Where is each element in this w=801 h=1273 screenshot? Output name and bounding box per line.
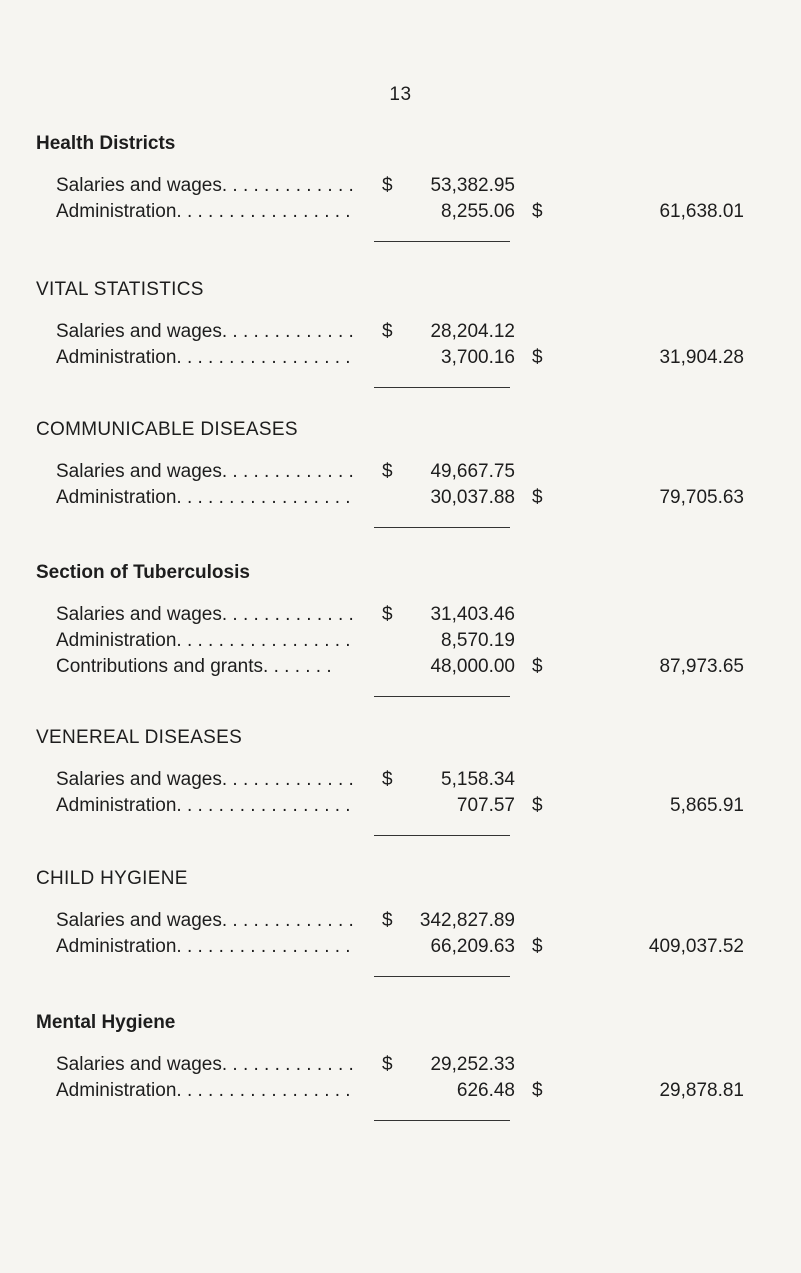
line-item-amount: 8,255.06 <box>441 201 515 222</box>
line-item-label: Administration. . . . . . . . . . . . . . . . . <box>56 630 351 651</box>
dollar-sign: $ <box>532 936 543 957</box>
line-item-amount: 5,158.34 <box>441 769 515 790</box>
line-item-label: Administration. . . . . . . . . . . . . . . . . <box>56 347 351 368</box>
section-total: 61,638.01 <box>659 201 744 222</box>
section-total: 5,865.91 <box>670 795 744 816</box>
line-item-amount: 29,252.33 <box>430 1054 515 1075</box>
line-item <box>0 936 801 962</box>
line-item-amount: 342,827.89 <box>419 910 515 931</box>
section-heading: VENEREAL DISEASES <box>36 727 243 748</box>
line-item-amount: 3,700.16 <box>441 347 515 368</box>
line-item <box>0 201 801 227</box>
line-item-amount: 30,037.88 <box>430 487 515 508</box>
line-item <box>0 604 801 630</box>
dollar-sign: $ <box>532 1080 543 1101</box>
line-item <box>0 461 801 487</box>
dollar-sign: $ <box>532 487 543 508</box>
section-total: 29,878.81 <box>659 1080 744 1101</box>
line-item-amount: 31,403.46 <box>430 604 515 625</box>
dollar-sign: $ <box>532 656 543 677</box>
subtotal-rule <box>374 976 510 977</box>
line-item <box>0 769 801 795</box>
line-item-amount: 626.48 <box>456 1080 515 1101</box>
dollar-sign: $ <box>382 321 393 342</box>
dollar-sign: $ <box>382 175 393 196</box>
line-item-label: Salaries and wages. . . . . . . . . . . . . <box>56 461 354 482</box>
page-number: 13 <box>389 84 412 105</box>
line-item-amount: 707.57 <box>456 795 515 816</box>
section-total: 87,973.65 <box>659 656 744 677</box>
line-item-label: Administration. . . . . . . . . . . . . . . . . <box>56 936 351 957</box>
line-item-amount: 66,209.63 <box>430 936 515 957</box>
line-item-amount: 49,667.75 <box>430 461 515 482</box>
section-heading: Section of Tuberculosis <box>36 562 250 583</box>
line-item-amount: 48,000.00 <box>430 656 515 677</box>
line-item <box>0 1080 801 1106</box>
dollar-sign: $ <box>532 795 543 816</box>
line-item-label: Salaries and wages. . . . . . . . . . . . . <box>56 175 354 196</box>
line-item-label: Administration. . . . . . . . . . . . . . . . . <box>56 201 351 222</box>
section-heading: Mental Hygiene <box>36 1012 176 1033</box>
line-item <box>0 656 801 682</box>
line-item-label: Salaries and wages. . . . . . . . . . . . . <box>56 604 354 625</box>
line-item-label: Administration. . . . . . . . . . . . . . . . . <box>56 487 351 508</box>
line-item <box>0 487 801 513</box>
dollar-sign: $ <box>382 910 393 931</box>
line-item <box>0 321 801 347</box>
line-item-amount: 8,570.19 <box>441 630 515 651</box>
line-item <box>0 910 801 936</box>
dollar-sign: $ <box>532 201 543 222</box>
line-item-label: Salaries and wages. . . . . . . . . . . . . <box>56 321 354 342</box>
section-total: 31,904.28 <box>659 347 744 368</box>
line-item-label: Contributions and grants. . . . . . . <box>56 656 332 677</box>
subtotal-rule <box>374 835 510 836</box>
section-heading: VITAL STATISTICS <box>36 279 204 300</box>
line-item <box>0 795 801 821</box>
line-item <box>0 1054 801 1080</box>
line-item <box>0 175 801 201</box>
section-heading: CHILD HYGIENE <box>36 868 188 889</box>
line-item-label: Administration. . . . . . . . . . . . . . . . . <box>56 795 351 816</box>
dollar-sign: $ <box>382 604 393 625</box>
dollar-sign: $ <box>382 769 393 790</box>
subtotal-rule <box>374 387 510 388</box>
section-heading: COMMUNICABLE DISEASES <box>36 419 298 440</box>
section-heading: Health Districts <box>36 133 176 154</box>
subtotal-rule <box>374 1120 510 1121</box>
subtotal-rule <box>374 527 510 528</box>
subtotal-rule <box>374 241 510 242</box>
section-total: 409,037.52 <box>648 936 744 957</box>
line-item-label: Salaries and wages. . . . . . . . . . . . . <box>56 769 354 790</box>
dollar-sign: $ <box>382 461 393 482</box>
line-item <box>0 347 801 373</box>
subtotal-rule <box>374 696 510 697</box>
dollar-sign: $ <box>532 347 543 368</box>
line-item-amount: 28,204.12 <box>430 321 515 342</box>
line-item-label: Administration. . . . . . . . . . . . . . . . . <box>56 1080 351 1101</box>
line-item-amount: 53,382.95 <box>430 175 515 196</box>
line-item-label: Salaries and wages. . . . . . . . . . . . . <box>56 1054 354 1075</box>
line-item-label: Salaries and wages. . . . . . . . . . . . . <box>56 910 354 931</box>
line-item <box>0 630 801 656</box>
section-total: 79,705.63 <box>659 487 744 508</box>
dollar-sign: $ <box>382 1054 393 1075</box>
